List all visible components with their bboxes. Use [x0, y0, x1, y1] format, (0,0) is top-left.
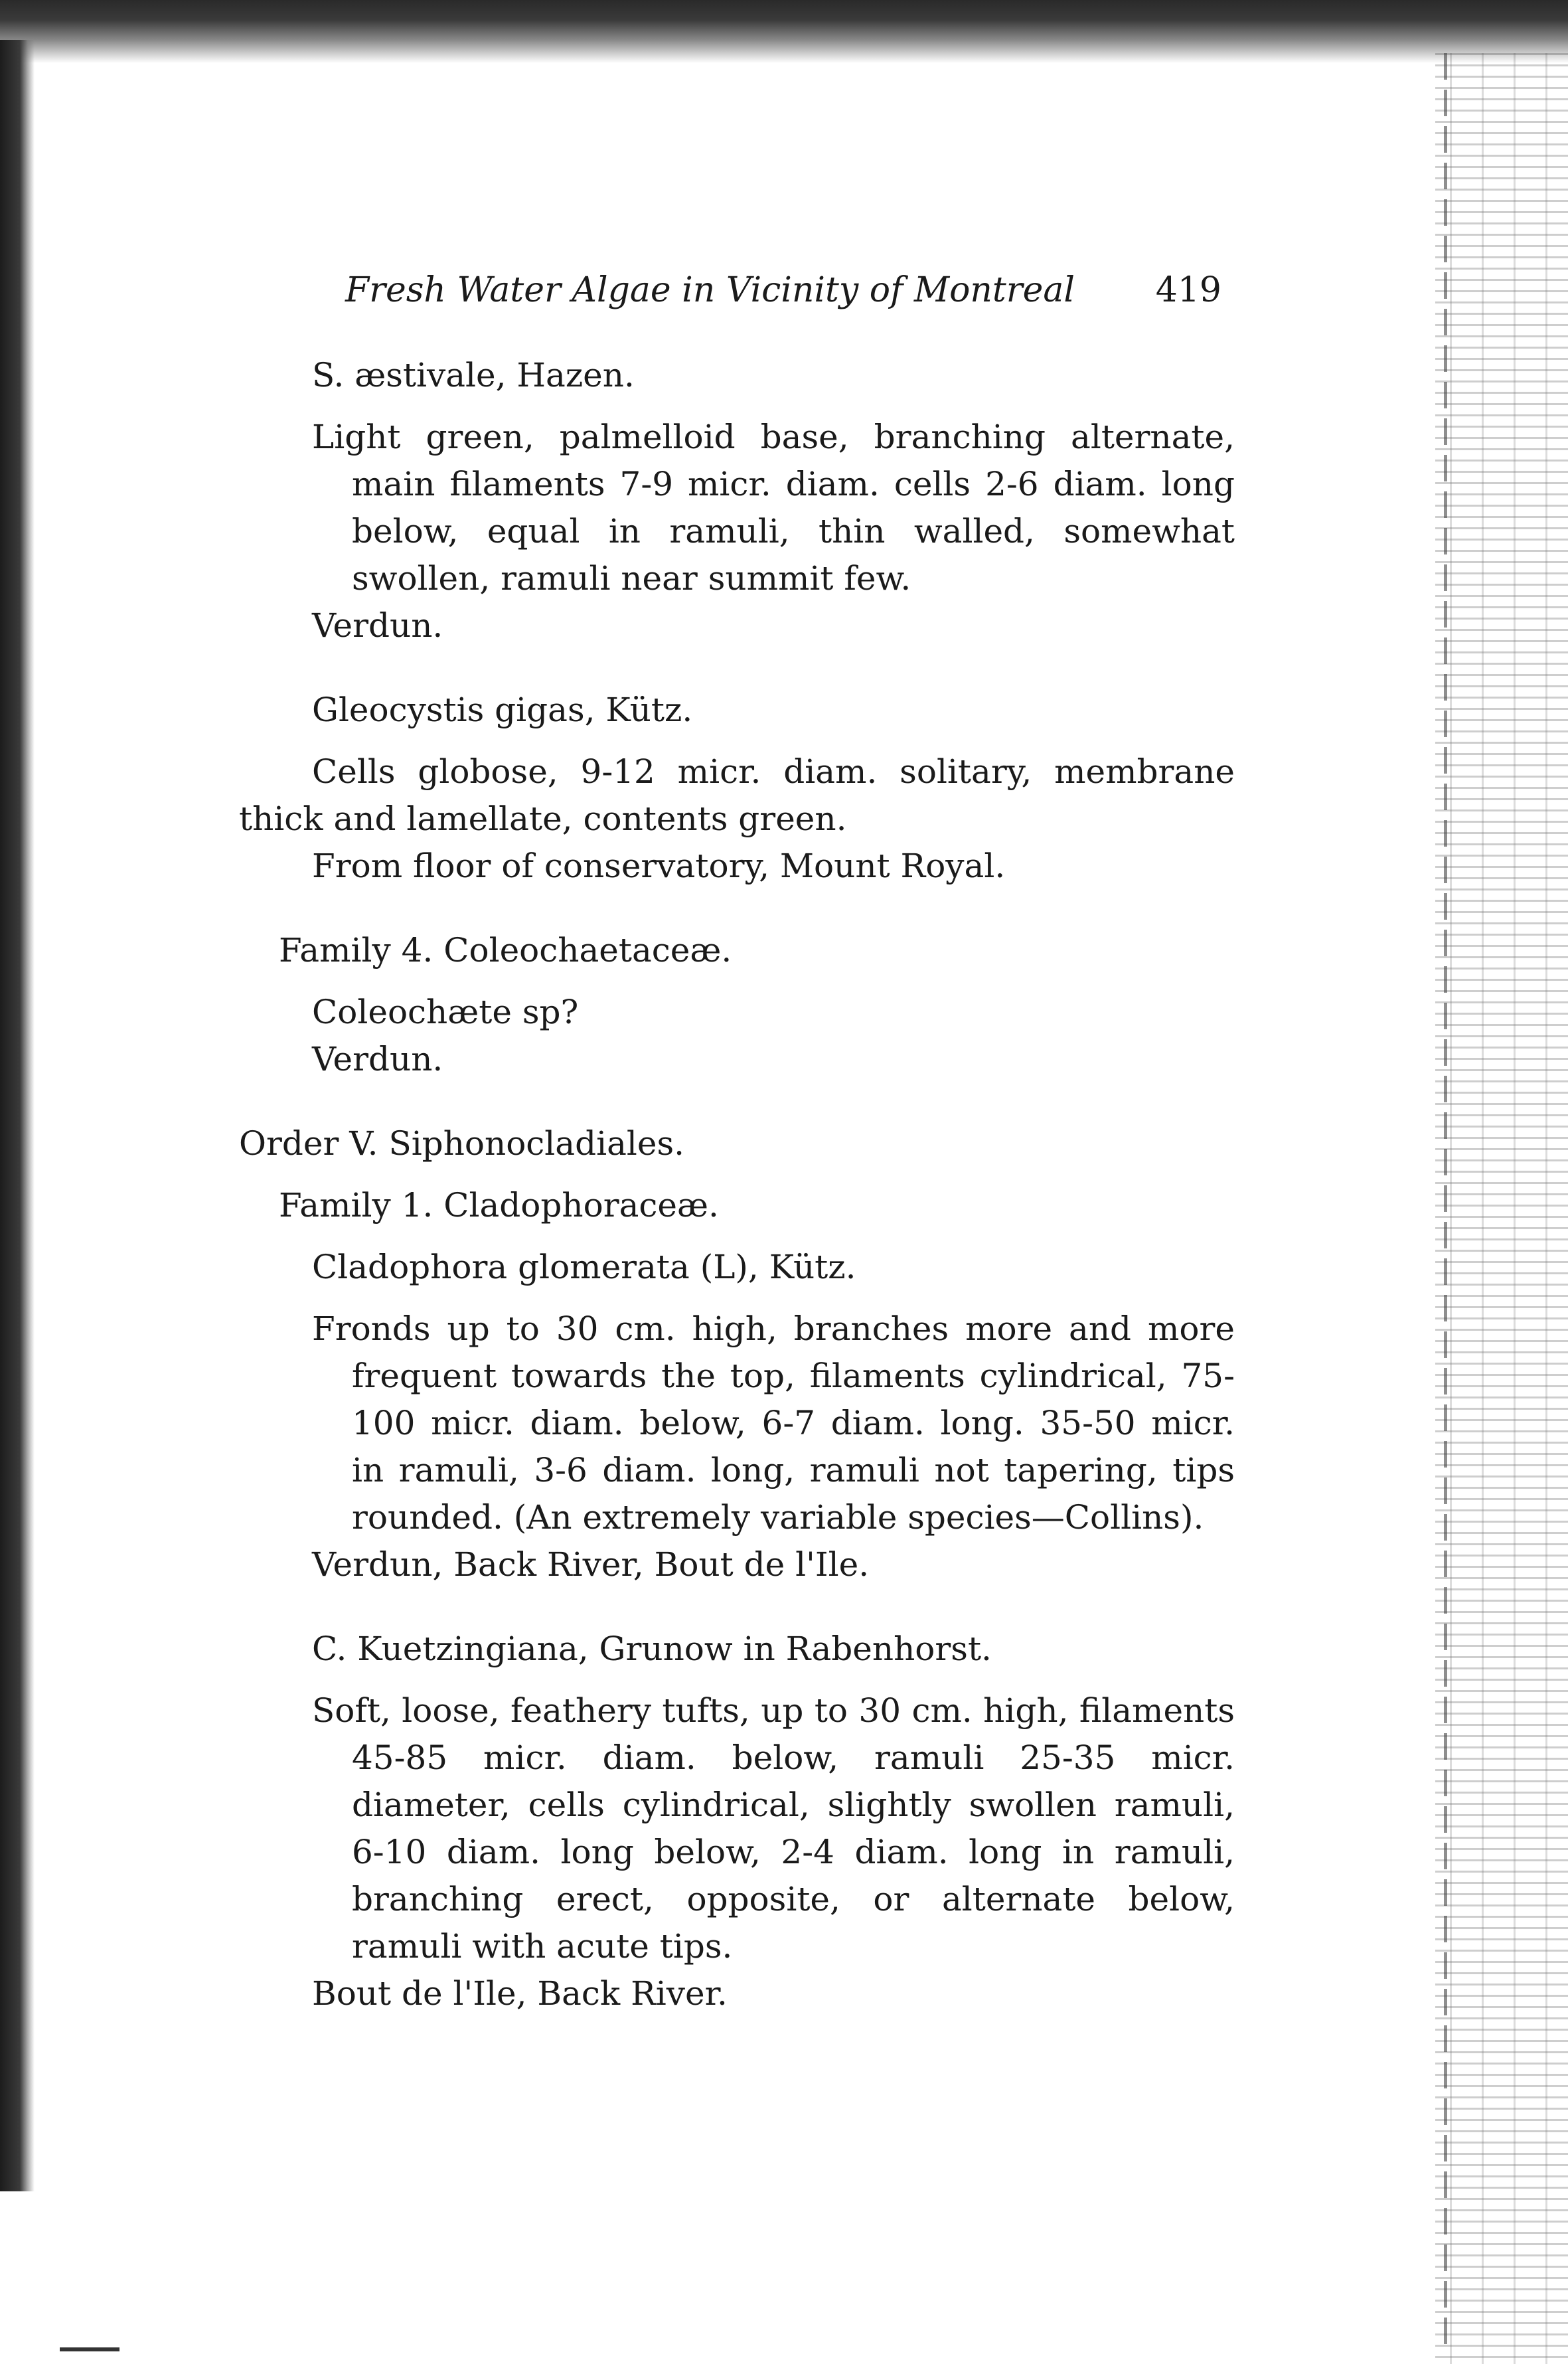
order-heading: Order V. Siphonocladiales.	[239, 1124, 685, 1163]
scan-bottom-mark	[60, 2347, 119, 2351]
page-body	[239, 352, 1235, 2017]
scan-binding-shadow	[0, 40, 35, 2191]
species-locality: Verdun.	[312, 606, 443, 645]
running-head	[345, 264, 1221, 317]
species-heading: S. æstivale, Hazen.	[312, 356, 635, 394]
family-heading: Family 4. Coleochaetaceæ.	[279, 931, 732, 970]
species-heading: Cladophora glomerata (L), Kütz.	[312, 1248, 856, 1286]
species-description: Fronds up to 30 cm. high, branches more and more frequent towards the top, filaments cylindrical, 75-100 micr. diam. below, 6-7 diam. long. 35-50 micr. in ramuli, 3-6 diam. long, ramuli not tapering, tips rounded. (An extremely variable species—Collins).	[312, 1310, 1235, 1537]
species-locality: From floor of conservatory, Mount Royal.	[312, 847, 1006, 885]
species-heading: Coleochæte sp?	[312, 993, 579, 1031]
species-description: Light green, palmelloid base, branching alternate, main filaments 7-9 micr. diam. cells 2-6 diam. long below, equal in ramuli, thin walled, somewhat swollen, ramuli near summit few.	[312, 418, 1235, 598]
species-locality: Verdun.	[312, 1040, 443, 1078]
scan-right-edge-noise	[1435, 53, 1568, 2364]
family-heading: Family 1. Cladophoraceæ.	[279, 1186, 719, 1225]
species-heading: Gleocystis gigas, Kütz.	[312, 691, 693, 729]
species-heading: C. Kuetzingiana, Grunow in Rabenhorst.	[312, 1630, 992, 1668]
scan-right-rule	[1444, 53, 1447, 2351]
page-number: 419	[1155, 270, 1221, 310]
species-locality: Verdun, Back River, Bout de l'Ile.	[312, 1545, 870, 1584]
species-description: Cells globose, 9-12 micr. diam. solitary, membrane thick and lamellate, contents green.	[239, 752, 1235, 838]
species-description: Soft, loose, feathery tufts, up to 30 cm. high, filaments 45-85 micr. diam. below, ramuli 25-35 micr. diameter, cells cylindrical, slightly swollen ramuli, 6-10 diam. long below, 2-4 diam. long in ramuli, branching erect, opposite, or alternate below, ramuli with acute tips.	[312, 1691, 1235, 1966]
running-title: Fresh Water Algae in Vicinity of Montreal	[345, 270, 1075, 310]
species-locality: Bout de l'Ile, Back River.	[312, 1974, 728, 2013]
scan-top-edge	[0, 0, 1568, 63]
